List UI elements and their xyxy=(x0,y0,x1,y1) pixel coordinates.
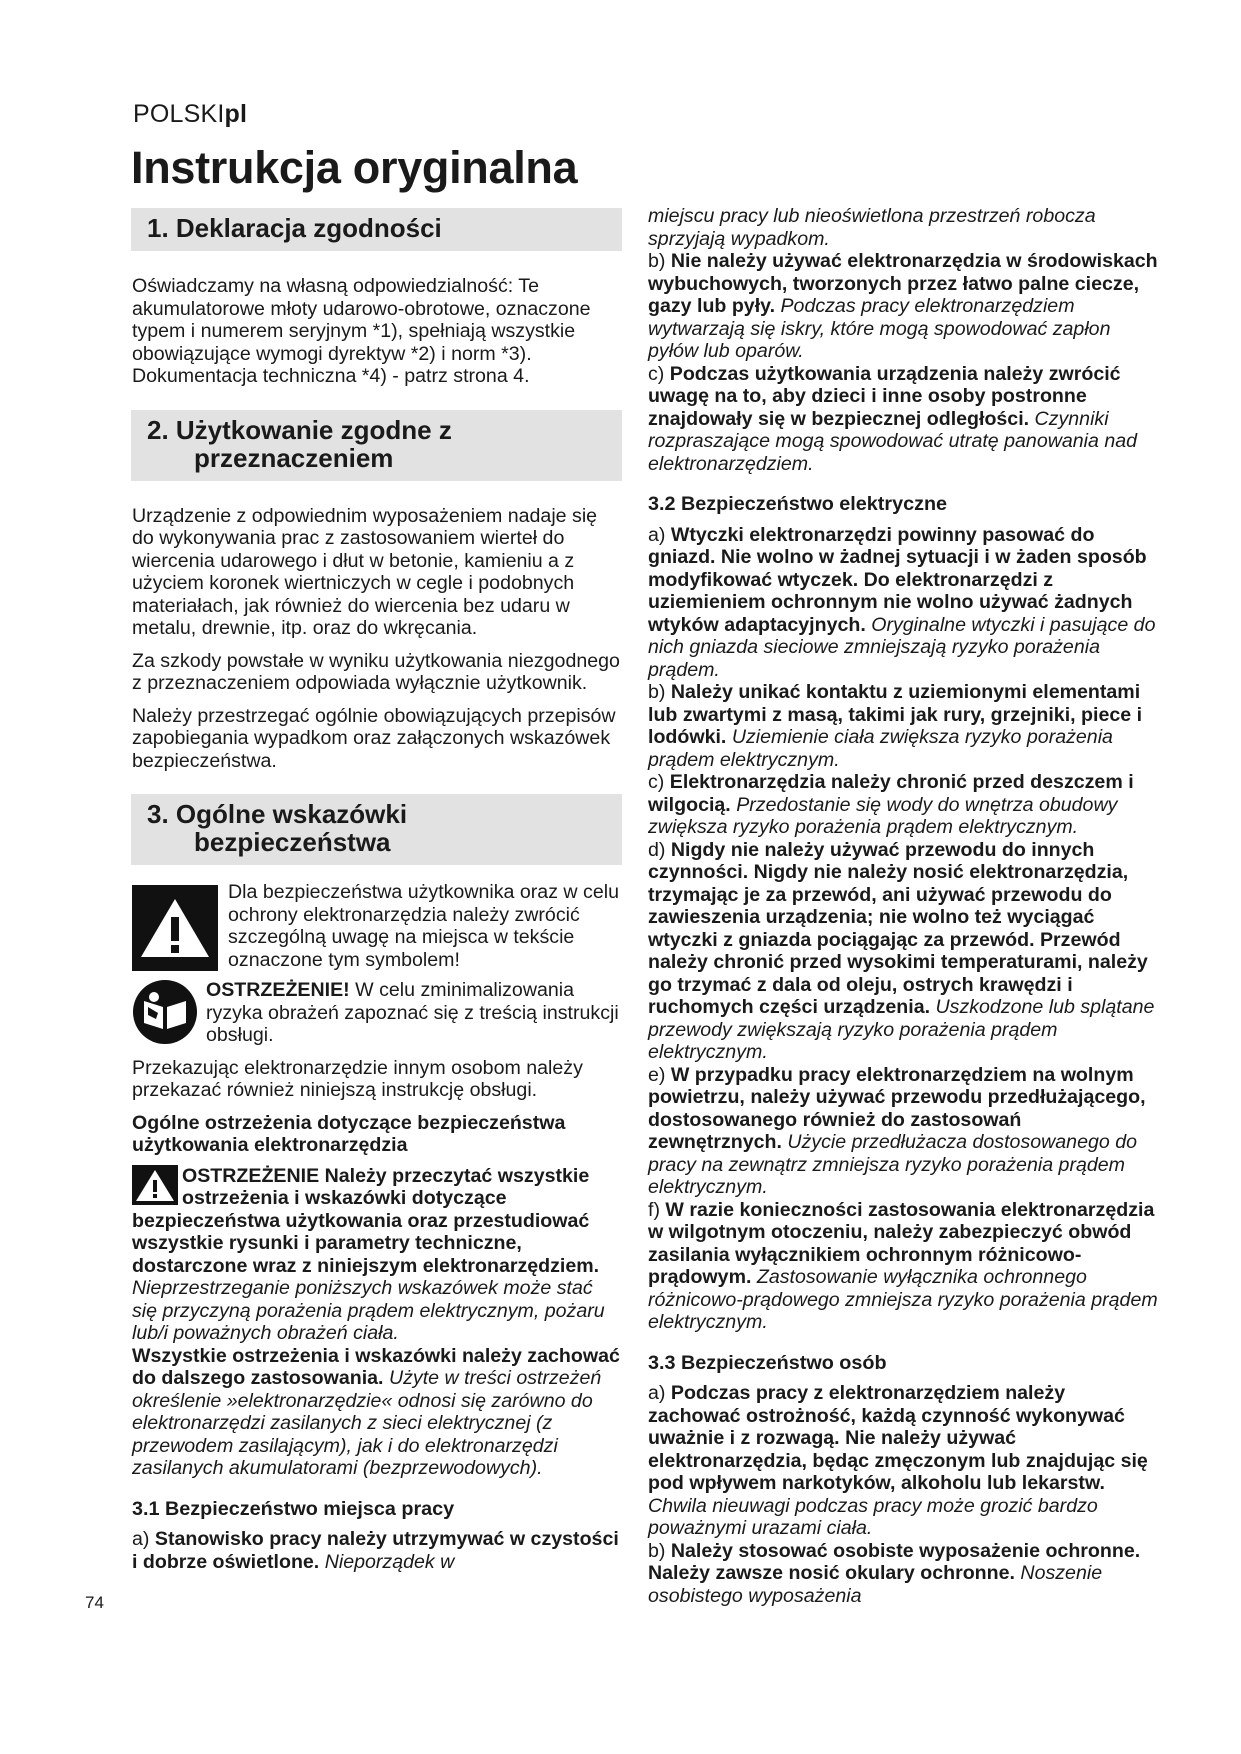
work-area-item-a: a) Stanowisko pracy należy utrzymywać w czystości i dobrze oświetlone. Nieporządek w xyxy=(132,1528,619,1573)
personal-item-a: a) Podczas pracy z elektronarzędziem należy zachować ostrożność, każdą czynność wykonywać uważnie i z rozwagą. Nie należy używać elektronarzędzia, będąc zmęczonym lub znajdując się pod wpływem narkotyków, alkoholu lub lekarstw. Chwila nieuwagi podczas pracy może grozić bardzo poważnymi urazami ciała. xyxy=(648,1382,1148,1539)
electrical-item-f: f) W razie konieczności zastosowania elektronarzędzia w wilgotnym otoczeniu, należy zabezpieczyć obwód zasilania wyłącznikiem ochronnym różnicowo-prądowym. Zastosowanie wyłącznika ochronnego różnicowo-prądowego zmniejsza ryzyko porażenia prądem elektrycznym. xyxy=(648,1198,1158,1333)
left-column xyxy=(132,208,622,1573)
page-section-label xyxy=(133,100,247,129)
work-area-continued: miejscu pracy lub nieoświetlona przestrzeń robocza sprzyjają wypadkom. xyxy=(648,205,1096,250)
manual-warning xyxy=(132,979,622,1047)
transfer-text: Przekazując elektronarzędzie innym osobom należy przekazać również niniejszą instrukcję obsługi. xyxy=(132,1056,583,1101)
electrical-item-a: a) Wtyczki elektronarzędzi powinny pasować do gniazd. Nie wolno w żadnej sytuacji i w żaden sposób modyfikować wtyczek. Do elektronarzędzi z uziemieniem ochronnym nie wolno używać żadnych wtyków adaptacyjnych. Oryginalne wtyczki i pasujące do nich gniazda sieciowe zmniejszają ryzyko porażenia prądem. xyxy=(648,523,1156,681)
personal-item-b: b) Należy stosować osobiste wyposażenie ochronne. Należy zawsze nosić okulary ochronne. Noszenie osobistego wyposażenia xyxy=(648,1539,1141,1607)
general-warning-text: OSTRZEŻENIE Należy przeczytać wszystkie ostrzeżenia i wskazówki dotyczące bezpieczeństwa użytkowania oraz przestudiować wszystkie rysunki i parametry techniczne, dostarczone wraz z niniejszym elektronarzędziem. Nieprzestrzeganie poniższych wskazówek może stać się przyczyną porażenia prądem elektrycznym, pożaru lub/i poważnych obrażeń ciała. xyxy=(132,1164,605,1344)
language-code: pl xyxy=(224,100,248,128)
regulations-text: Należy przestrzegać ogólnie obowiązujących przepisów zapobiegania wypadkom oraz załączonych wskazówek bezpieczeństwa. xyxy=(132,704,616,772)
electrical-item-e: e) W przypadku pracy elektronarzędziem na wolnym powietrzu, należy używać przewodu przedłużającego, dostosowanego również do zastosowań zewnętrznych. Użycie przedłużacza dostosowanego do pracy na zewnątrz zmniejsza ryzyko porażenia prądem elektrycznym. xyxy=(648,1063,1146,1198)
section-2-heading: 2. Użytkowanie zgodne z przeznaczeniem xyxy=(131,410,622,481)
personal-safety-heading: 3.3 Bezpieczeństwo osób xyxy=(648,1351,887,1374)
general-warnings-heading: Ogólne ostrzeżenia dotyczące bezpieczeństwa użytkowania elektronarzędzia xyxy=(132,1111,566,1156)
section-1-heading: 1. Deklaracja zgodności xyxy=(131,208,622,251)
intended-use-text: Urządzenie z odpowiednim wyposażeniem nadaje się do wykonywania prac z zastosowaniem wierteł do wiercenia udarowego i dłut w betonie, kamieniu a z użyciem koronek wiertniczych w cegle i podobnych materiałach, jak również do wiercenia bez udaru w metalu, drewnie, itp. oraz do wkręcania. xyxy=(132,504,598,639)
electrical-item-b: b) Należy unikać kontaktu z uziemionymi elementami lub zwartymi z masą, takimi jak rury, grzejniki, piece i lodówki. Uziemienie ciała zwiększa ryzyko porażenia prądem elektrycznym. xyxy=(648,681,1143,771)
page-number: 74 xyxy=(85,1593,104,1612)
symbol-note-text: Dla bezpieczeństwa użytkownika oraz w celu ochrony elektronarzędzia należy zwrócić szczególną uwagę na miejsca w tekście oznaczone tym symbolem! xyxy=(228,881,619,971)
right-column xyxy=(648,205,1158,1607)
electrical-safety-heading: 3.2 Bezpieczeństwo elektryczne xyxy=(648,493,948,515)
electrical-item-d: d) Nigdy nie należy używać przewodu do innych czynności. Nigdy nie należy nosić elektronarzędzia, trzymając je za przewód, ani używać przewodu do zawieszenia urządzenia; nie wolno też wyciągać wtyczki z gniazda pociągając za przewód. Przewód należy chronić przed wysokimi temperaturami, należy go trzymać z dala od oleju, ostrych krawędzi i ruchomych części urządzenia. Uszkodzone lub splątane przewody zwiększają ryzyko porażenia prądem elektrycznym. xyxy=(648,838,1155,1063)
symbol-note xyxy=(132,881,622,971)
page-title: Instrukcja oryginalna xyxy=(131,142,578,193)
language-name: POLSKI xyxy=(133,100,225,128)
work-area-item-c: c) Podczas użytkowania urządzenia należy zwrócić uwagę na to, aby dzieci i inne osoby postronne znajdowały się w bezpiecznej odległości. Czynniki rozpraszające mogą spowodować utratę panowania nad elektronarzędziem. xyxy=(648,362,1138,475)
read-manual-icon xyxy=(132,979,198,1045)
work-area-item-b: b) Nie należy używać elektronarzędzia w środowiskach wybuchowych, tworzonych przez łatwo palne ciecze, gazy lub pyły. Podczas pracy elektronarzędziem wytwarzają się iskry, które mogą spowodować zapłon pyłów lub oparów. xyxy=(648,250,1158,362)
section-3-heading: 3. Ogólne wskazówki bezpieczeństwa xyxy=(131,794,622,865)
work-area-heading: 3.1 Bezpieczeństwo miejsca pracy xyxy=(132,1497,455,1520)
manual-warning-text: W celu zminimalizowania ryzyka obrażeń zapoznać się z treścią instrukcji obsługi. xyxy=(206,979,619,1046)
small-warning-icon xyxy=(132,1165,178,1205)
warning-label: OSTRZEŻENIE! xyxy=(206,979,350,1001)
declaration-text: Oświadczamy na własną odpowiedzialność: Te akumulatorowe młoty udarowo-obrotowe, oznaczone typem i numerem seryjnym *1), spełniają wszystkie obowiązujące wymogi dyrektyw *2) i norm *3). Dokumentacja techniczna *4) - patrz strona 4. xyxy=(132,275,591,387)
liability-text: Za szkody powstałe w wyniku użytkowania niezgodnego z przeznaczeniem odpowiada wyłącznie użytkownik. xyxy=(132,649,620,694)
electrical-item-c: c) Elektronarzędzia należy chronić przed deszczem i wilgocią. Przedostanie się wody do wnętrza obudowy zwiększa ryzyko porażenia prądem elektrycznym. xyxy=(648,771,1134,838)
warning-triangle-icon xyxy=(132,885,218,971)
keep-instructions-text: Wszystkie ostrzeżenia i wskazówki należy zachować do dalszego zastosowania. Użyte w treści ostrzeżeń określenie »elektronarzędzie« odnosi się zarówno do elektronarzędzi zasilanych z sieci elektrycznej (z przewodem zasilającym), jak i do elektronarzędzi zasilanych akumulatorami (bezprzewodowych). xyxy=(132,1344,620,1479)
